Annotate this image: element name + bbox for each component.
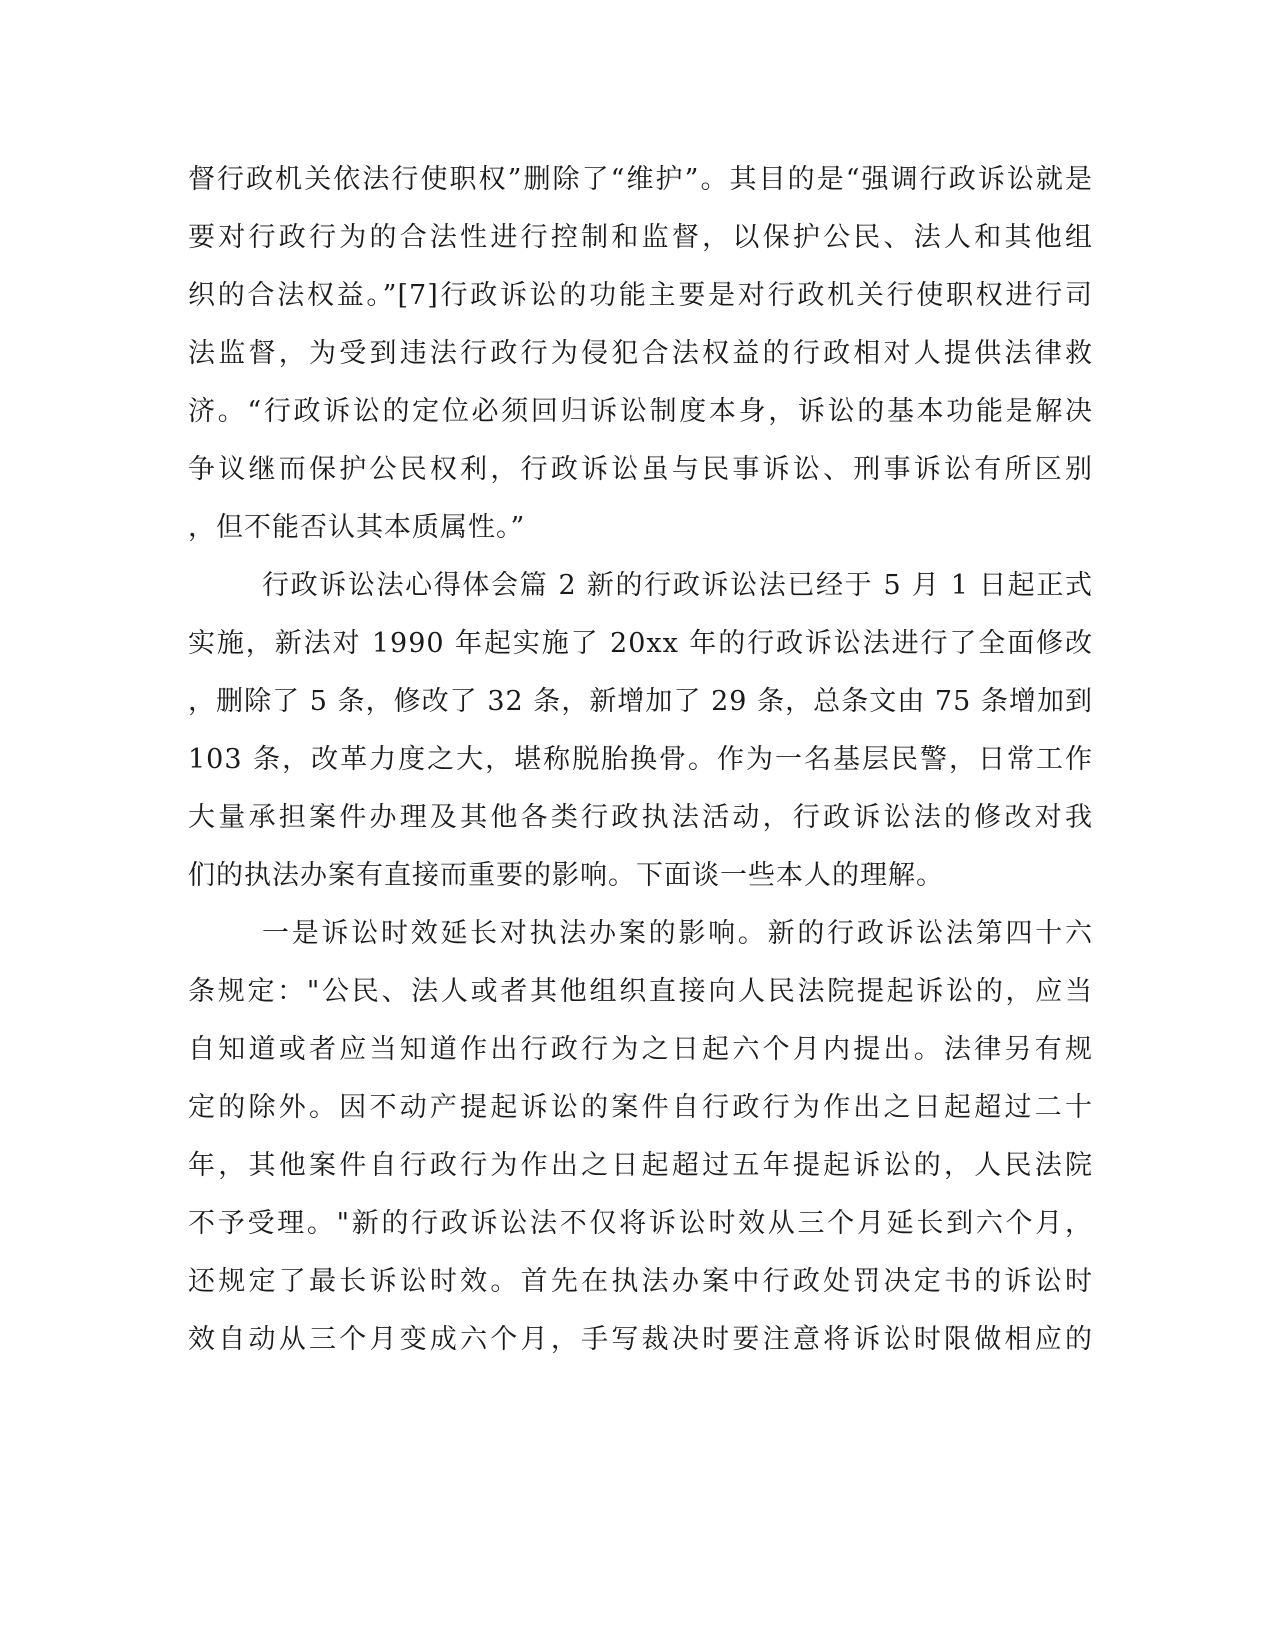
text-line: 大量承担案件办理及其他各类行政执法活动，行政诉讼法的修改对我 [188, 802, 1093, 833]
text-line: ，删除了 5 条，修改了 32 条，新增加了 29 条，总条文由 75 条增加到 [188, 686, 1093, 717]
text-line: 要对行政行为的合法性进行控制和监督，以保护公民、法人和其他组 [188, 222, 1093, 253]
text-line: 定的除外。因不动产提起诉讼的案件自行政行为作出之日起超过二十 [188, 1092, 1093, 1123]
paragraph-first-line: 行政诉讼法心得体会篇 2 新的行政诉讼法已经于 5 月 1 日起正式 [262, 570, 1093, 601]
text-line: 织的合法权益。”[7]行政诉讼的功能主要是对行政机关行使职权进行司 [188, 280, 1093, 311]
text-line: 自知道或者应当知道作出行政行为之日起六个月内提出。法律另有规 [188, 1034, 1093, 1065]
text-line: 法监督，为受到违法行政行为侵犯合法权益的行政相对人提供法律救 [188, 338, 1093, 369]
text-line: 效自动从三个月变成六个月，手写裁决时要注意将诉讼时限做相应的 [188, 1324, 1093, 1355]
text-line: 条规定："公民、法人或者其他组织直接向人民法院提起诉讼的，应当 [188, 976, 1093, 1007]
text-line: 们的执法办案有直接而重要的影响。下面谈一些本人的理解。 [188, 860, 944, 891]
text-line: 实施，新法对 1990 年起实施了 20xx 年的行政诉讼法进行了全面修改 [188, 628, 1093, 659]
text-line: ，但不能否认其本质属性。” [188, 512, 526, 543]
text-line: 103 条，改革力度之大，堪称脱胎换骨。作为一名基层民警，日常工作 [188, 744, 1093, 775]
paragraph-first-line: 一是诉讼时效延长对执法办案的影响。新的行政诉讼法第四十六 [262, 918, 1093, 949]
text-line: 济。“行政诉讼的定位必须回归诉讼制度本身，诉讼的基本功能是解决 [188, 396, 1093, 427]
text-line: 争议继而保护公民权利，行政诉讼虽与民事诉讼、刑事诉讼有所区别 [188, 454, 1093, 485]
text-line: 年，其他案件自行政行为作出之日起超过五年提起诉讼的，人民法院 [188, 1150, 1093, 1181]
text-line: 不予受理。"新的行政诉讼法不仅将诉讼时效从三个月延长到六个月， [188, 1208, 1093, 1239]
text-line: 督行政机关依法行使职权”删除了“维护”。其目的是“强调行政诉讼就是 [188, 164, 1093, 195]
text-line: 还规定了最长诉讼时效。首先在执法办案中行政处罚决定书的诉讼时 [188, 1266, 1093, 1297]
